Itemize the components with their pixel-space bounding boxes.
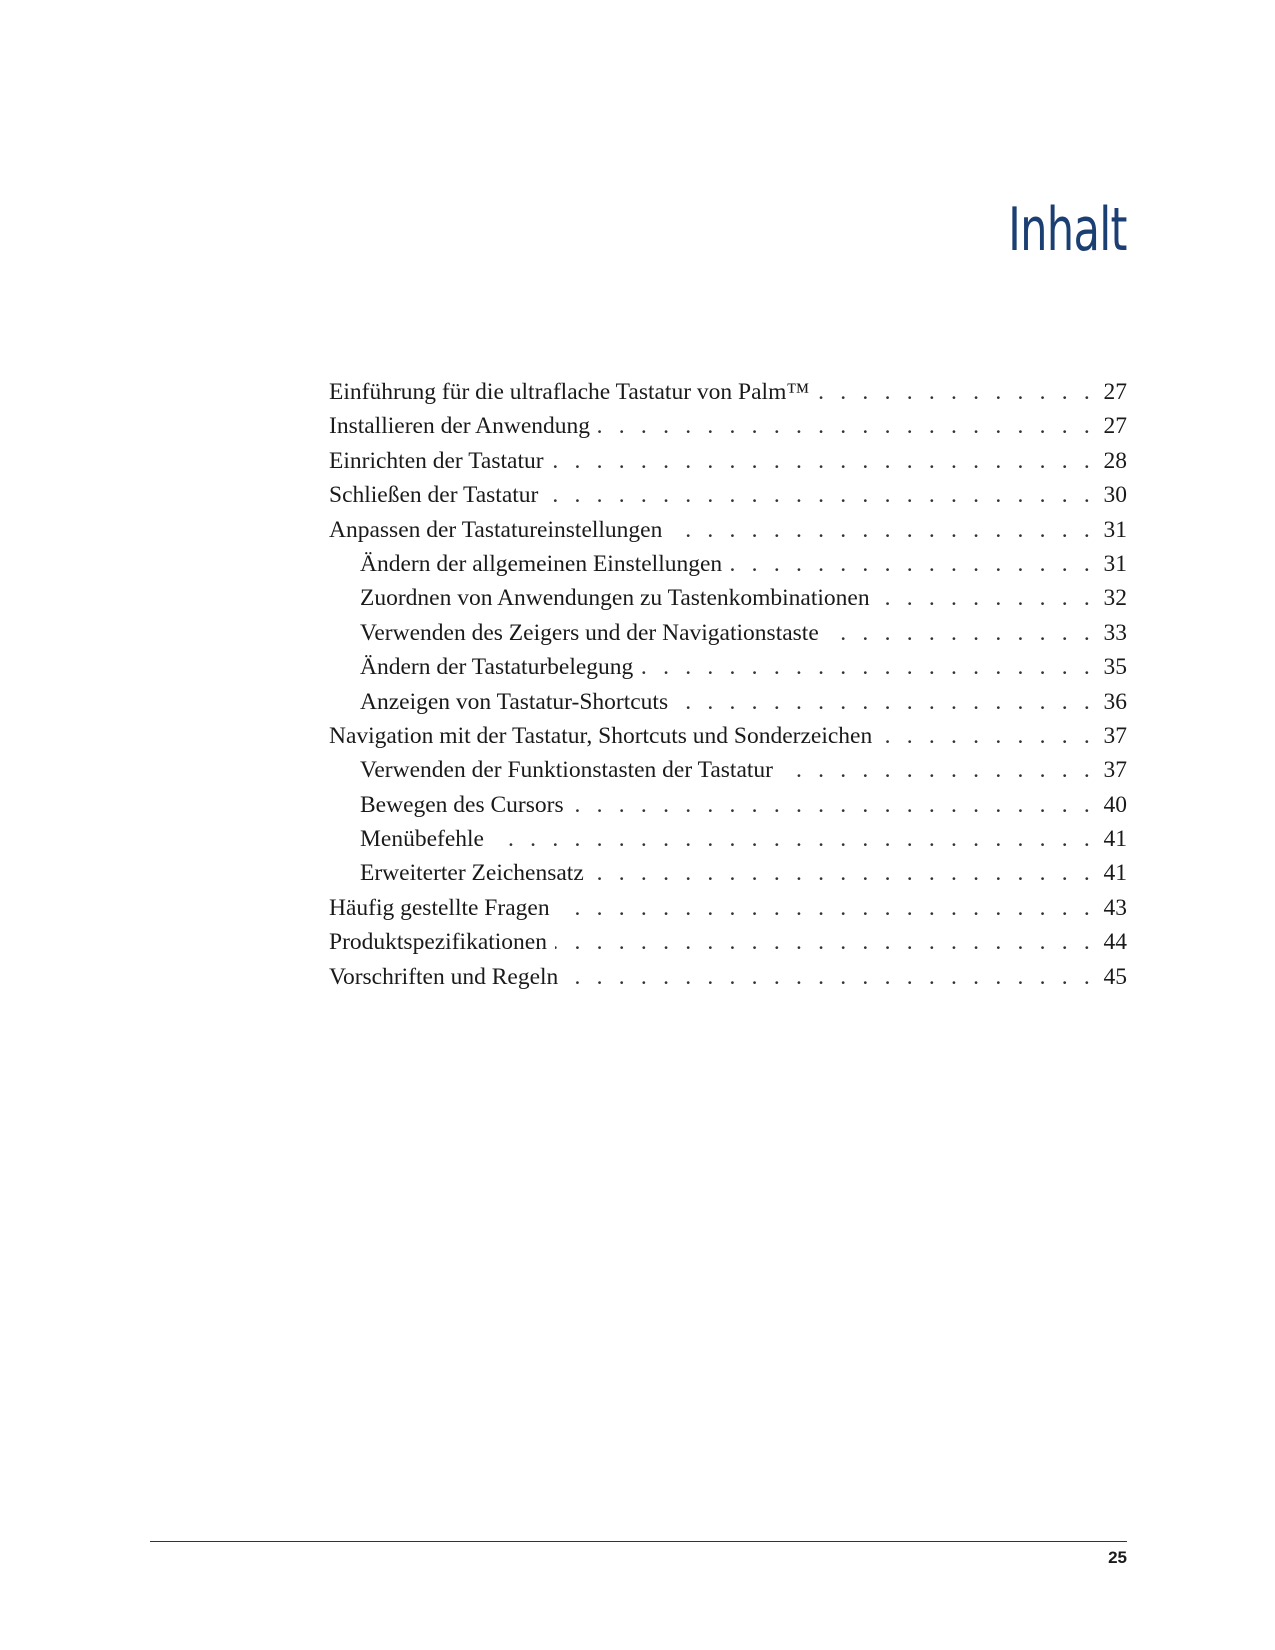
toc-entry-page: 32 <box>1103 585 1127 612</box>
toc-entry-label: Installieren der Anwendung <box>329 413 591 440</box>
toc-entry-label: Navigation mit der Tastatur, Shortcuts und Sonderzeichen <box>329 722 873 749</box>
toc-entry-label: Bewegen des Cursors <box>360 791 564 818</box>
toc-entry[interactable] <box>329 925 1127 959</box>
toc-entry-page: 43 <box>1103 894 1127 921</box>
toc-subentry[interactable] <box>329 753 1127 787</box>
toc-dot-leader <box>572 788 1095 822</box>
toc-entry-label: Häufig gestellte Fragen <box>329 894 550 921</box>
toc-entry-page: 36 <box>1103 688 1127 715</box>
toc-entry[interactable] <box>329 719 1127 753</box>
toc-entry-page: 33 <box>1103 619 1127 646</box>
toc-dot-leader <box>880 719 1095 753</box>
toc-dot-leader <box>566 960 1095 994</box>
toc-entry-label: Erweiterter Zeichensatz <box>360 860 584 887</box>
toc-dot-leader <box>555 925 1095 959</box>
toc-entry-page: 27 <box>1103 379 1127 405</box>
toc-dot-leader <box>730 547 1095 581</box>
toc-entry-page: 37 <box>1103 722 1127 749</box>
toc-subentry[interactable] <box>329 685 1127 719</box>
toc-entry-label: Ändern der allgemeinen Einstellungen <box>360 550 723 577</box>
toc-subentry[interactable] <box>329 581 1127 615</box>
toc-subentry[interactable] <box>329 822 1127 856</box>
toc-dot-leader <box>598 409 1095 443</box>
toc-entry-label: Vorschriften und Regeln <box>329 963 559 990</box>
toc-entry-label: Verwenden des Zeigers und der Navigationstaste <box>360 619 819 646</box>
toc-entry-page: 27 <box>1103 413 1127 440</box>
toc-entry-page: 44 <box>1103 929 1127 956</box>
toc-entry-page: 45 <box>1103 963 1127 990</box>
toc-entry-label: Produktspezifikationen <box>329 929 547 956</box>
toc-entry-page: 28 <box>1103 447 1127 474</box>
toc-entry[interactable] <box>329 513 1127 547</box>
toc-dot-leader <box>817 375 1095 409</box>
toc-entry-label: Verwenden der Funktionstasten der Tastatur <box>360 757 773 784</box>
toc-dot-leader <box>781 753 1095 787</box>
toc-entry[interactable] <box>329 478 1127 512</box>
toc-dot-leader <box>670 513 1095 547</box>
toc-entry[interactable] <box>329 409 1127 443</box>
toc-dot-leader <box>827 616 1095 650</box>
toc-entry[interactable] <box>329 444 1127 478</box>
toc-entry[interactable] <box>329 375 1127 409</box>
toc-entry-page: 41 <box>1103 860 1127 887</box>
toc-entry-page: 30 <box>1103 482 1127 509</box>
toc-entry-page: 31 <box>1103 550 1127 577</box>
toc-entry-page: 40 <box>1103 791 1127 818</box>
toc-entry-label: Anpassen der Tastatureinstellungen <box>329 516 663 543</box>
toc-entry-label: Schließen der Tastatur <box>329 482 539 509</box>
toc-dot-leader <box>641 650 1095 684</box>
toc-entry-page: 31 <box>1103 516 1127 543</box>
page-number: 25 <box>1108 1548 1127 1567</box>
table-of-contents <box>329 375 1127 994</box>
toc-subentry[interactable] <box>329 788 1127 822</box>
toc-entry-label: Ändern der Tastaturbelegung <box>360 654 634 681</box>
toc-entry[interactable] <box>329 891 1127 925</box>
toc-entry[interactable] <box>329 960 1127 994</box>
toc-entry-page: 37 <box>1103 757 1127 784</box>
toc-subentry[interactable] <box>329 547 1127 581</box>
toc-dot-leader <box>592 856 1095 890</box>
toc-subentry[interactable] <box>329 616 1127 650</box>
toc-entry-label: Zuordnen von Anwendungen zu Tastenkombinationen <box>360 585 870 612</box>
toc-dot-leader <box>558 891 1095 925</box>
toc-entry-page: 41 <box>1103 826 1127 853</box>
toc-entry-page: 35 <box>1103 654 1127 681</box>
toc-dot-leader <box>676 685 1095 719</box>
toc-entry-label: Einführung für die ultraflache Tastatur von Palm™ <box>329 379 810 405</box>
toc-subentry[interactable] <box>329 650 1127 684</box>
page-title: Inhalt <box>1008 195 1127 265</box>
footer-divider <box>150 1541 1127 1542</box>
toc-subentry[interactable] <box>329 856 1127 890</box>
toc-dot-leader <box>878 581 1095 615</box>
toc-dot-leader <box>546 478 1095 512</box>
toc-entry-label: Menübefehle <box>360 826 484 853</box>
toc-entry-label: Anzeigen von Tastatur-Shortcuts <box>360 688 669 715</box>
toc-dot-leader <box>492 822 1095 856</box>
toc-dot-leader <box>552 444 1095 478</box>
toc-entry-label: Einrichten der Tastatur <box>329 447 544 474</box>
